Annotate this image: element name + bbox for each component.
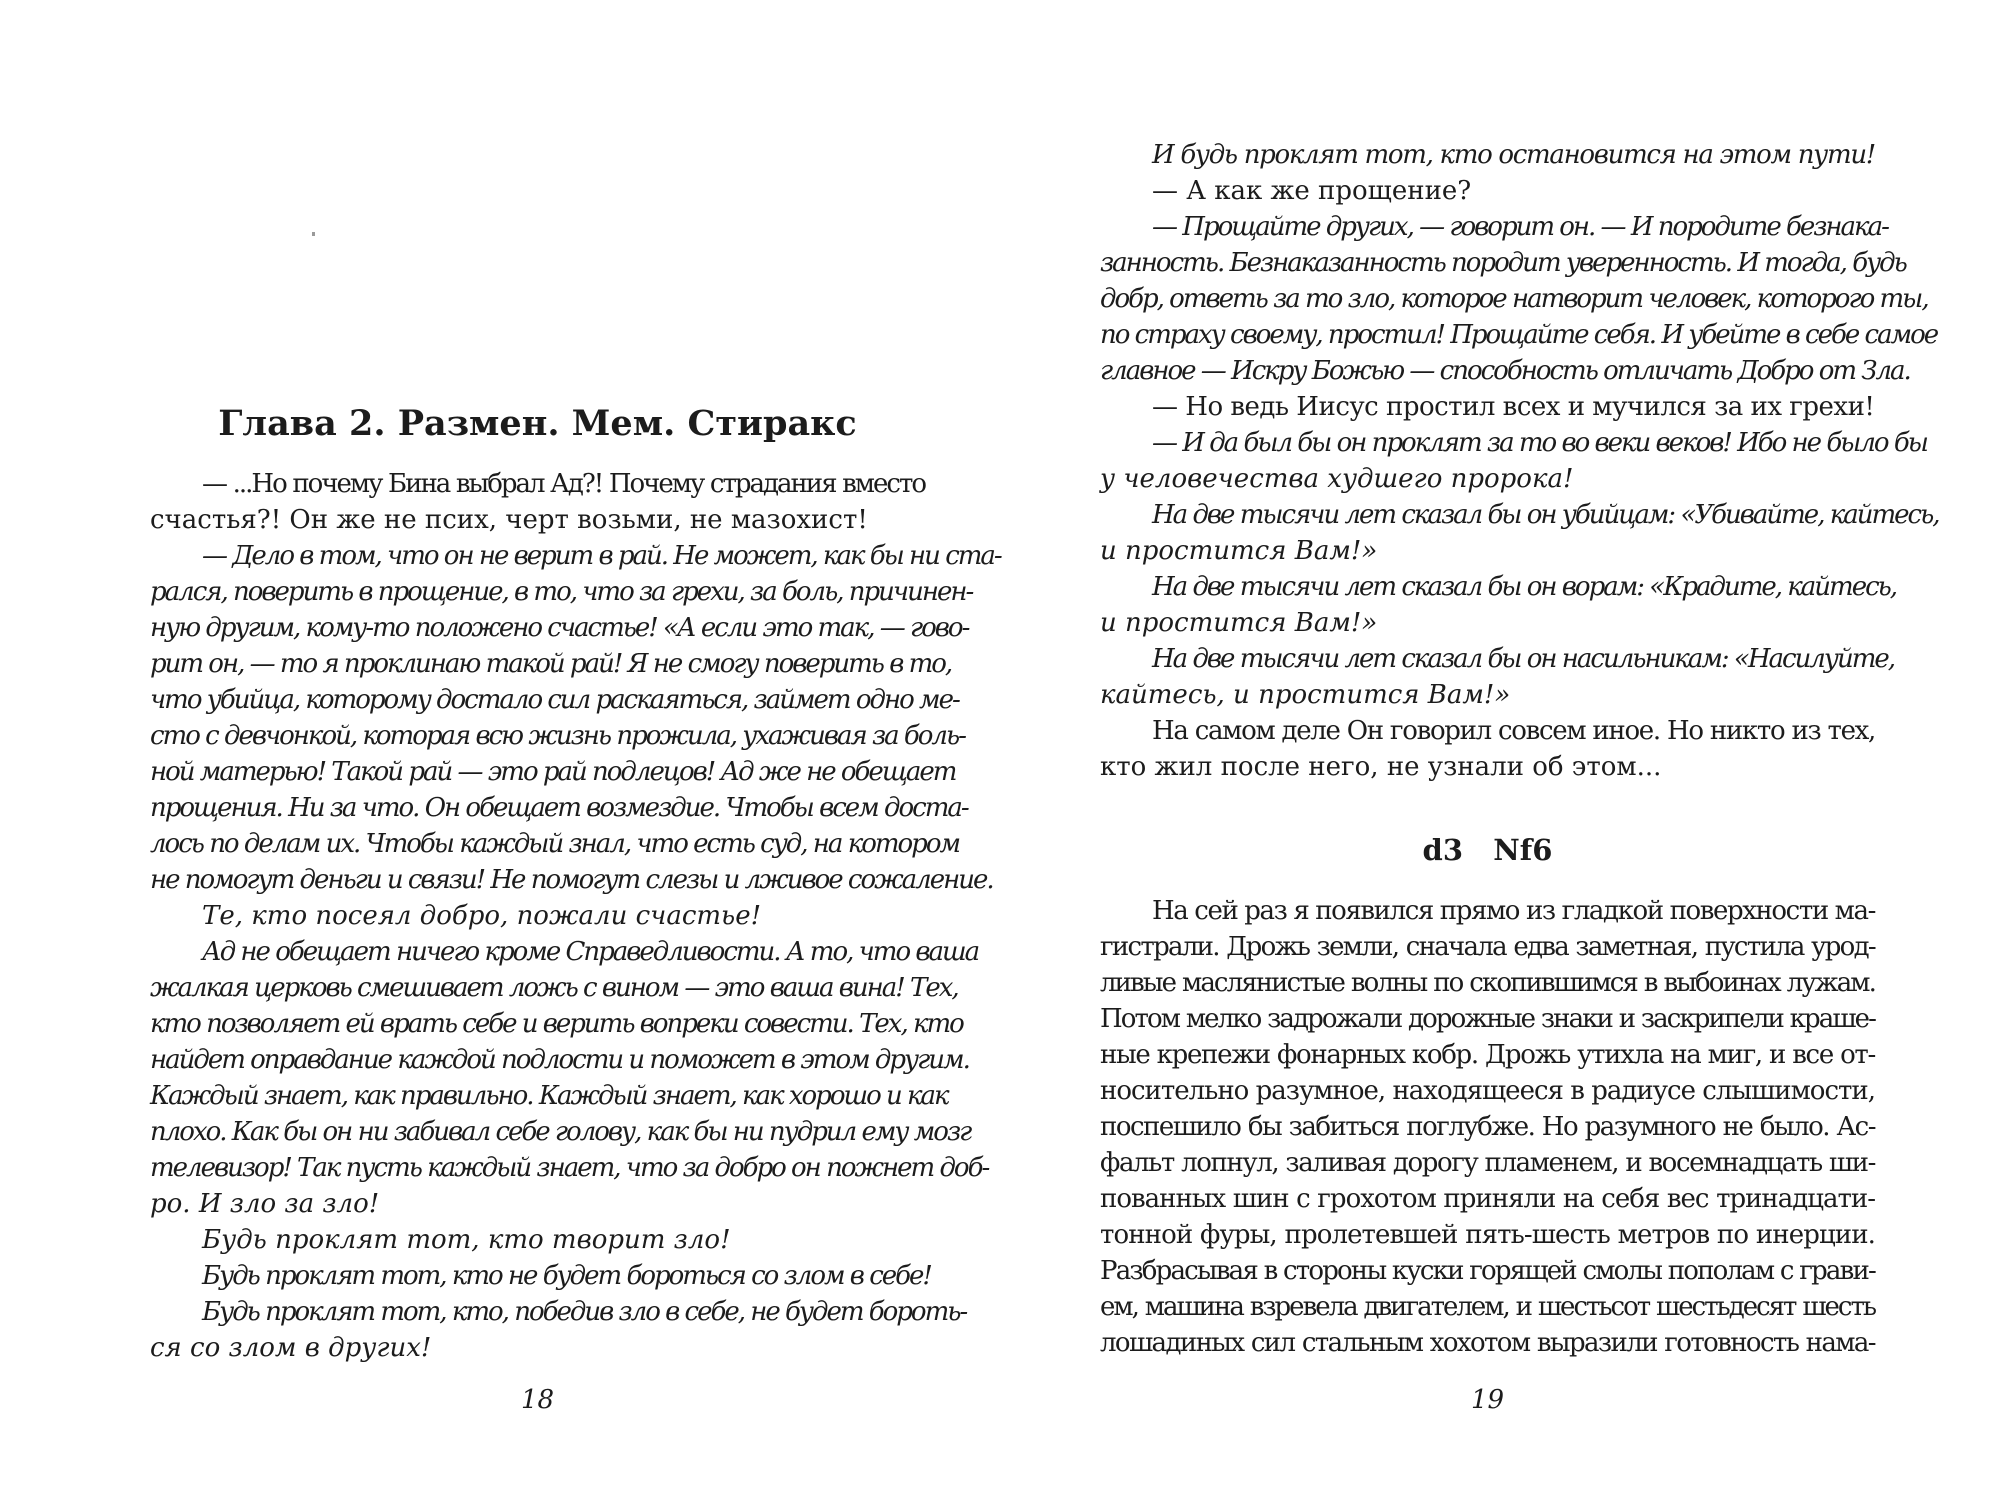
chapter-title: Глава 2. Размен. Мем. Стиракс xyxy=(218,403,857,444)
text-line: лось по делам их. Чтобы каждый знал, что есть суд, на котором xyxy=(150,829,960,859)
text-line: Будь проклят тот, кто не будет бороться со злом в себе! xyxy=(202,1261,931,1291)
text-line: — И да был бы он проклят за то во веки веков! Ибо не было бы xyxy=(1152,428,1927,458)
text-line: поспешило бы забиться поглубже. Но разумного не было. Ас- xyxy=(1100,1112,1875,1142)
text-line: что убийца, которому достало сил раскаяться, займет одно ме- xyxy=(150,685,959,715)
text-line: счастья?! Он же не псих, черт возьми, не мазохист! xyxy=(150,505,868,535)
text-line: Будь проклят тот, кто, победив зло в себе, не будет бороть- xyxy=(202,1297,967,1327)
text-line: ро. И зло за зло! xyxy=(150,1189,380,1219)
text-line: Будь проклят тот, кто творит зло! xyxy=(202,1225,731,1255)
text-line: кто позволяет ей врать себе и верить вопреки совести. Тех, кто xyxy=(150,1009,963,1039)
text-line: жалкая церковь смешивает ложь с вином — это ваша вина! Тех, xyxy=(150,973,958,1003)
text-line: найдет оправдание каждой подлости и поможет в этом другим. xyxy=(150,1045,969,1075)
text-line: Каждый знает, как правильно. Каждый знает, как хорошо и как xyxy=(150,1081,948,1111)
section-heading: d3 Nf6 xyxy=(1422,833,1553,867)
text-line: фальт лопнул, заливая дорогу пламенем, и восемнадцать ши- xyxy=(1100,1148,1875,1178)
text-line: прощения. Ни за что. Он обещает возмездие. Чтобы всем доста- xyxy=(150,793,968,823)
text-line: телевизор! Так пусть каждый знает, что за добро он пожнет доб- xyxy=(150,1153,989,1183)
text-line: плохо. Как бы он ни забивал себе голову, как бы ни пудрил ему мозг xyxy=(150,1117,971,1147)
text-line: рит он, — то я проклинаю такой рай! Я не смогу поверить в то, xyxy=(150,649,952,679)
text-line: И будь проклят тот, кто остановится на этом пути! xyxy=(1152,140,1875,170)
text-line: ной матерью! Такой рай — это рай подлецов! Ад же не обещает xyxy=(150,757,956,787)
text-line: Разбрасывая в стороны куски горящей смолы пополам с грави- xyxy=(1100,1256,1875,1286)
text-line: ливые маслянистые волны по скопившимся в выбоинах лужам. xyxy=(1100,968,1875,998)
text-line: — А как же прощение? xyxy=(1152,176,1472,206)
text-line: не помогут деньги и связи! Не помогут слезы и лживое сожаление. xyxy=(150,865,993,895)
text-line: кайтесь, и простится Вам!» xyxy=(1100,680,1511,710)
print-speck xyxy=(312,232,315,236)
text-line: — Прощайте других, — говорит он. — И породите безнака- xyxy=(1152,212,1888,242)
text-line: ем, машина взревела двигателем, и шестьсот шестьдесят шесть xyxy=(1100,1292,1875,1322)
text-line: Потом мелко задрожали дорожные знаки и заскрипели краше- xyxy=(1100,1004,1875,1034)
page-number: 18 xyxy=(520,1385,555,1415)
text-line: по страху своему, простил! Прощайте себя. И убейте в себе самое xyxy=(1100,320,1938,350)
text-line: рался, поверить в прощение, в то, что за грехи, за боль, причинен- xyxy=(150,577,973,607)
text-line: добр, ответь за то зло, которое натворит человек, которого ты, xyxy=(1100,284,1928,314)
text-line: лошадиных сил стальным хохотом выразили готовность нама- xyxy=(1100,1328,1875,1358)
text-line: — ...Но почему Бина выбрал Ад?! Почему страдания вместо xyxy=(202,469,925,499)
text-line: Ад не обещает ничего кроме Справедливости. А то, что ваша xyxy=(202,937,979,967)
text-line: главное — Искру Божью — способность отличать Добро от Зла. xyxy=(1100,356,1910,386)
text-line: сто с девчонкой, которая всю жизнь прожила, ухаживая за боль- xyxy=(150,721,965,751)
text-line: ную другим, кому-то положено счастье! «А если это так, — гово- xyxy=(150,613,969,643)
text-line: у человечества худшего пророка! xyxy=(1100,464,1574,494)
text-line: На сей раз я появился прямо из гладкой поверхности ма- xyxy=(1152,896,1875,926)
left-page xyxy=(150,0,1001,1506)
text-line: и простится Вам!» xyxy=(1100,608,1378,638)
text-line: пованных шин с грохотом приняли на себя вес тринадцати- xyxy=(1100,1184,1875,1214)
text-line: На самом деле Он говорил совсем иное. Но никто из тех, xyxy=(1152,716,1875,746)
text-line: — Дело в том, что он не верит в рай. Не может, как бы ни ста- xyxy=(202,541,1001,571)
text-line: ные крепежи фонарных кобр. Дрожь утихла на миг, и все от- xyxy=(1100,1040,1875,1070)
right-page xyxy=(1100,0,1939,1506)
text-line: и простится Вам!» xyxy=(1100,536,1378,566)
text-line: тонной фуры, пролетевшей пять-шесть метров по инерции. xyxy=(1100,1220,1875,1250)
text-line: — Но ведь Иисус простил всех и мучился за их грехи! xyxy=(1152,392,1875,422)
text-line: На две тысячи лет сказал бы он ворам: «Крадите, кайтесь, xyxy=(1152,572,1897,602)
text-line: кто жил после него, не узнали об этом... xyxy=(1100,752,1662,782)
page-number: 19 xyxy=(1470,1385,1505,1415)
text-line: На две тысячи лет сказал бы он убийцам: «Убивайте, кайтесь, xyxy=(1152,500,1939,530)
text-line: ся со злом в других! xyxy=(150,1333,432,1363)
text-line: носительно разумное, находящееся в радиусе слышимости, xyxy=(1100,1076,1875,1106)
text-line: гистрали. Дрожь земли, сначала едва заметная, пустила урод- xyxy=(1100,932,1875,962)
text-line: занность. Безнаказанность породит уверенность. И тогда, будь xyxy=(1100,248,1906,278)
text-line: Те, кто посеял добро, пожали счастье! xyxy=(202,901,762,931)
text-line: На две тысячи лет сказал бы он насильникам: «Насилуйте, xyxy=(1152,644,1894,674)
